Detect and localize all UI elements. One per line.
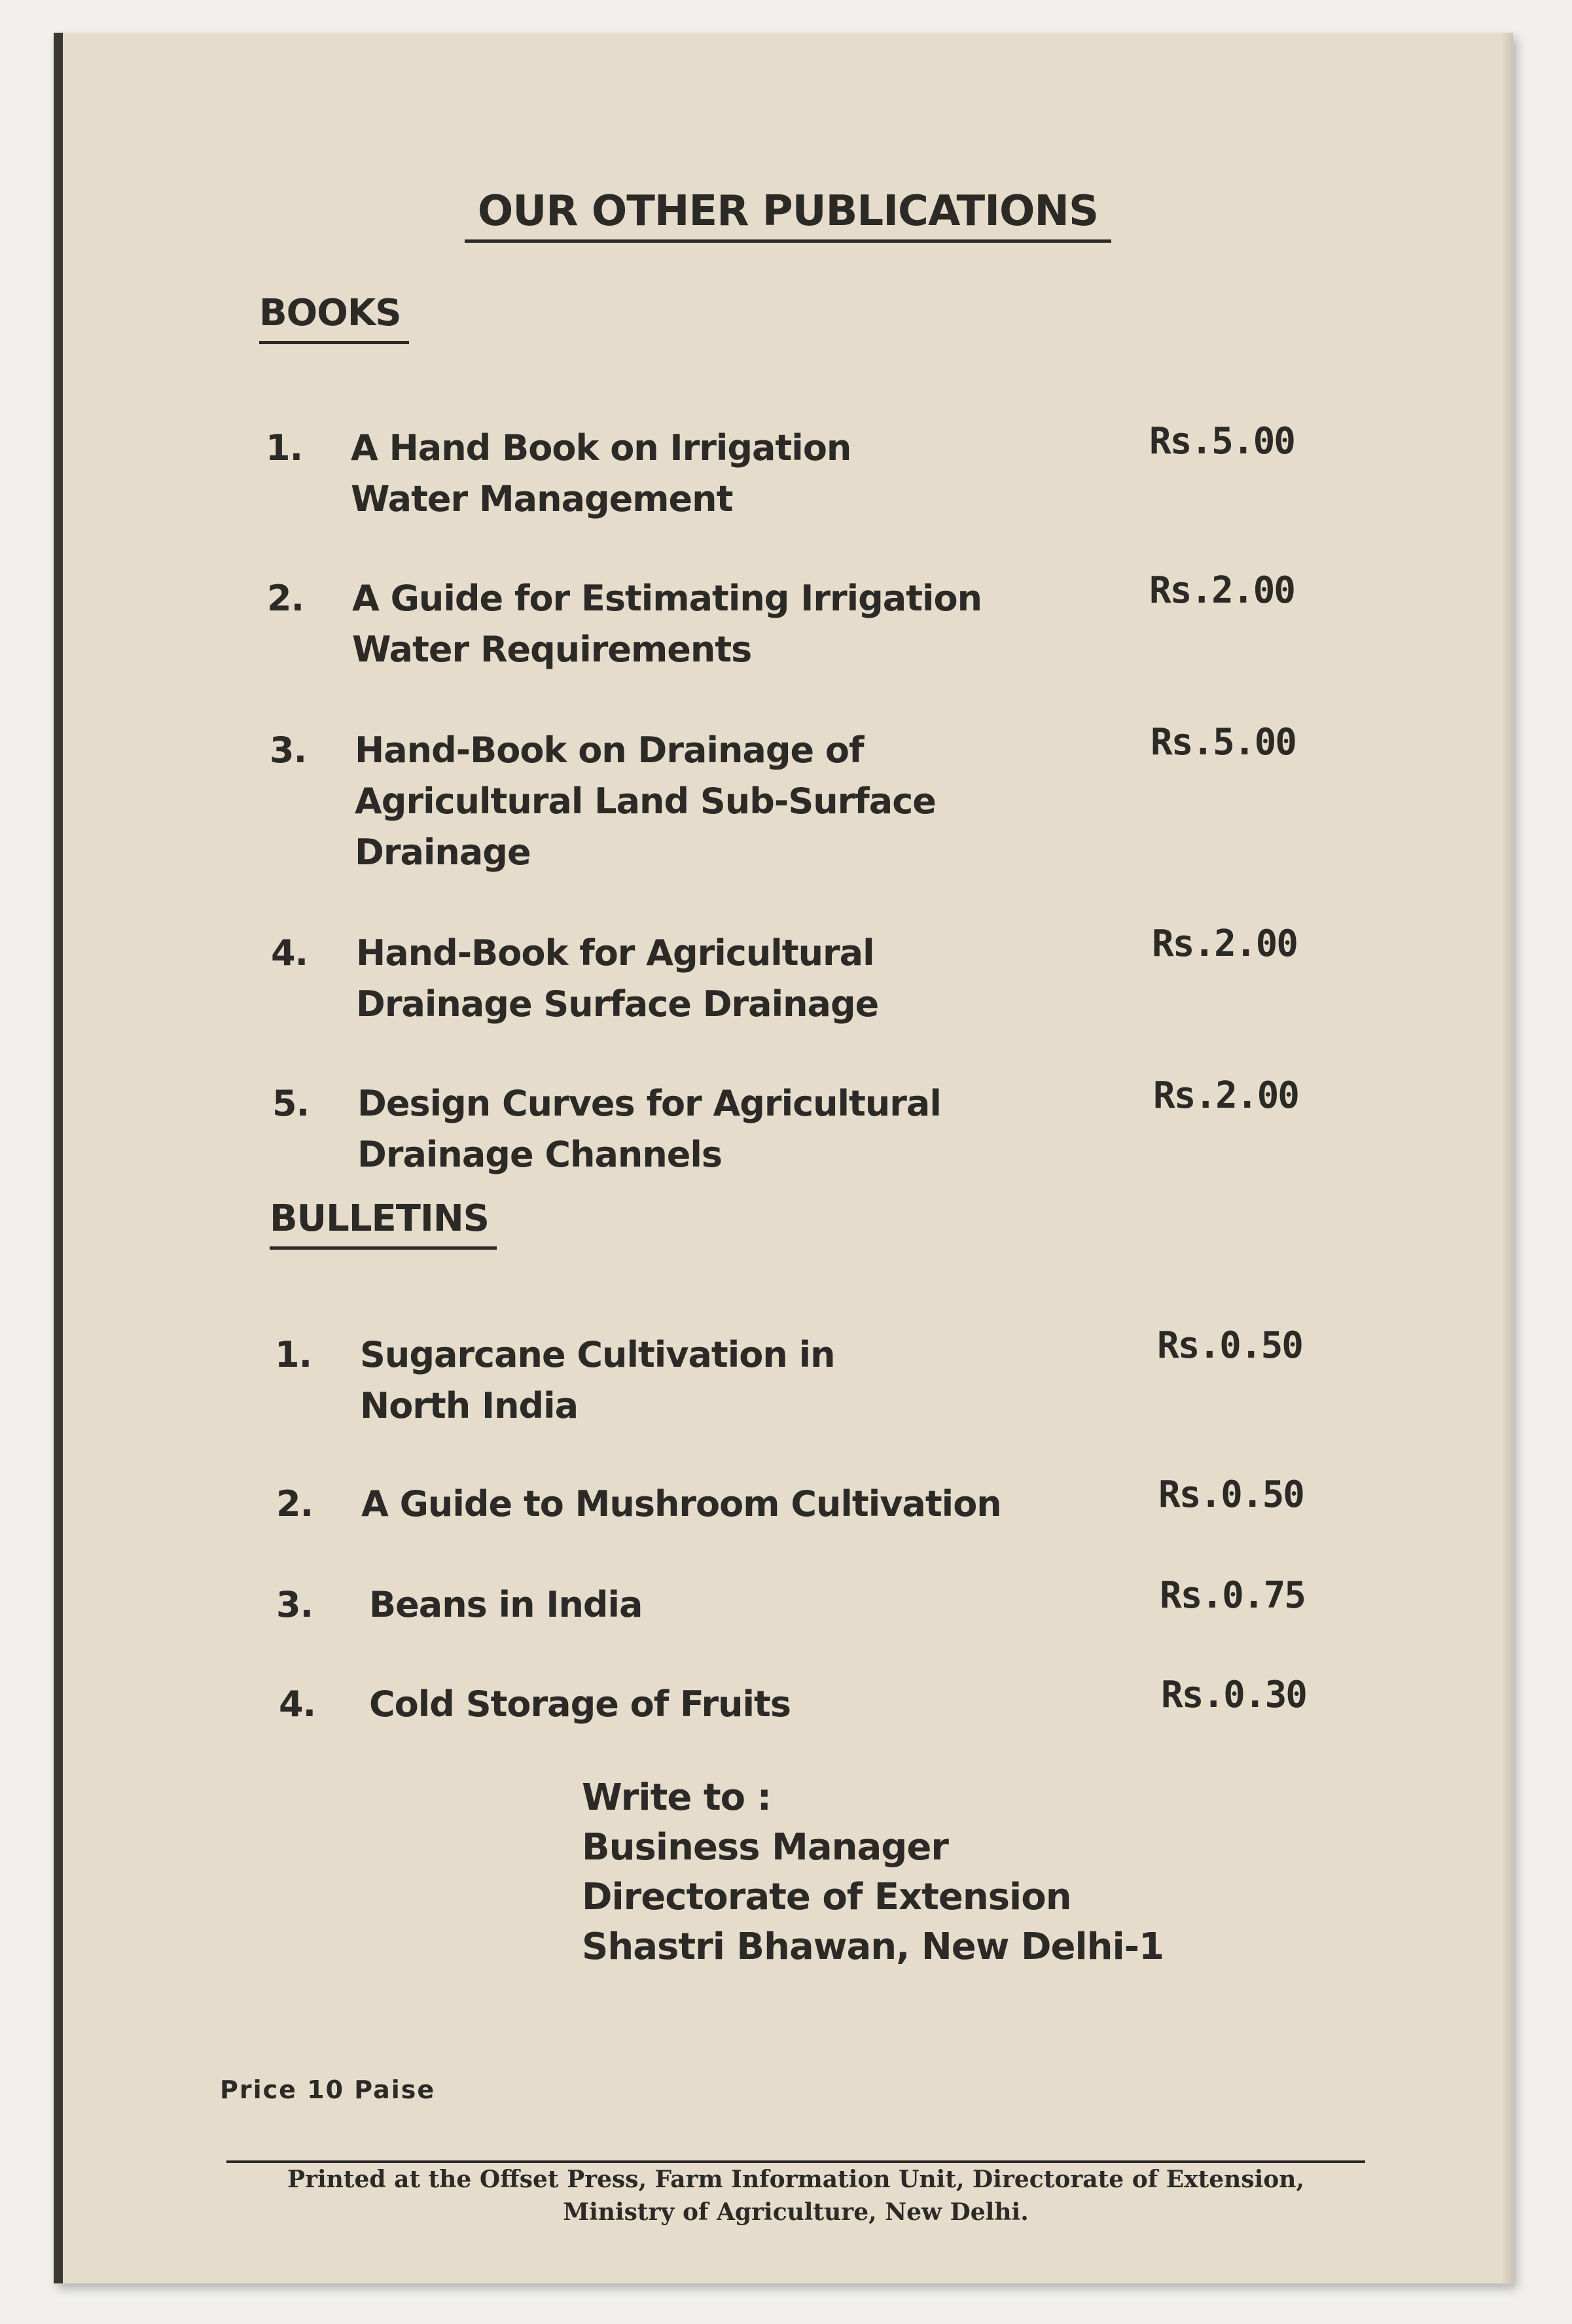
address-line: Write to : — [582, 1776, 771, 1819]
bulletin-item-title: A Guide to Mushroom Cultivation — [361, 1483, 1001, 1524]
imprint-line: Ministry of Agriculture, New Delhi. — [563, 2198, 1029, 2226]
address-line: Shastri Bhawan, New Delhi-1 — [582, 1926, 1164, 1968]
bulletin-item-price: Rs.0.75 — [1160, 1574, 1306, 1617]
book-item-title: Hand-Book for Agricultural Drainage Surface Drainage — [356, 932, 879, 1025]
book-item-price: Rs.5.00 — [1149, 420, 1295, 463]
book-item-number: 4. — [271, 932, 308, 974]
bulletin-item-number: 4. — [279, 1683, 316, 1725]
book-item-title: A Hand Book on Irrigation Water Management — [351, 427, 851, 519]
bulletin-item-price: Rs.0.50 — [1157, 1324, 1303, 1367]
book-item-number: 5. — [272, 1083, 310, 1124]
address-line: Business Manager — [582, 1826, 948, 1869]
imprint-line: Printed at the Offset Press, Farm Information Unit, Directorate of Extension, — [287, 2166, 1304, 2193]
bulletin-item-title: Sugarcane Cultivation in North India — [360, 1334, 835, 1426]
book-item-title: A Guide for Estimating Irrigation Water Requirements — [352, 578, 982, 670]
book-item-price: Rs.5.00 — [1151, 721, 1296, 764]
printer-imprint — [226, 2163, 1365, 2228]
book-item-title: Hand-Book on Drainage of Agricultural Land Sub-Surface Drainage — [355, 730, 936, 873]
contact-address — [582, 1773, 1164, 1972]
bulletin-item-title: Cold Storage of Fruits — [369, 1683, 791, 1725]
bulletin-item-number: 2. — [276, 1483, 313, 1524]
bulletin-item-title: Beans in India — [369, 1584, 643, 1625]
bulletin-item-price: Rs.0.50 — [1158, 1473, 1304, 1516]
books-heading: BOOKS — [259, 292, 409, 334]
book-item-number: 3. — [270, 730, 307, 771]
address-line: Directorate of Extension — [582, 1876, 1071, 1918]
cover-price: Price 10 Paise — [220, 2075, 436, 2104]
book-item-number: 2. — [267, 578, 304, 619]
book-item-number: 1. — [266, 427, 303, 468]
book-item-price: Rs.2.00 — [1149, 569, 1295, 612]
book-item-price: Rs.2.00 — [1152, 923, 1298, 965]
bulletin-item-number: 1. — [275, 1334, 312, 1375]
document-page — [54, 33, 1513, 2283]
bulletin-item-number: 3. — [276, 1584, 313, 1625]
book-item-title: Design Curves for Agricultural Drainage Channels — [357, 1083, 941, 1175]
page-title: OUR OTHER PUBLICATIONS — [63, 187, 1513, 236]
bulletins-heading: BULLETINS — [270, 1197, 497, 1240]
page-edge — [1501, 33, 1513, 2283]
bulletin-item-price: Rs.0.30 — [1161, 1674, 1307, 1716]
book-item-price: Rs.2.00 — [1153, 1074, 1299, 1117]
